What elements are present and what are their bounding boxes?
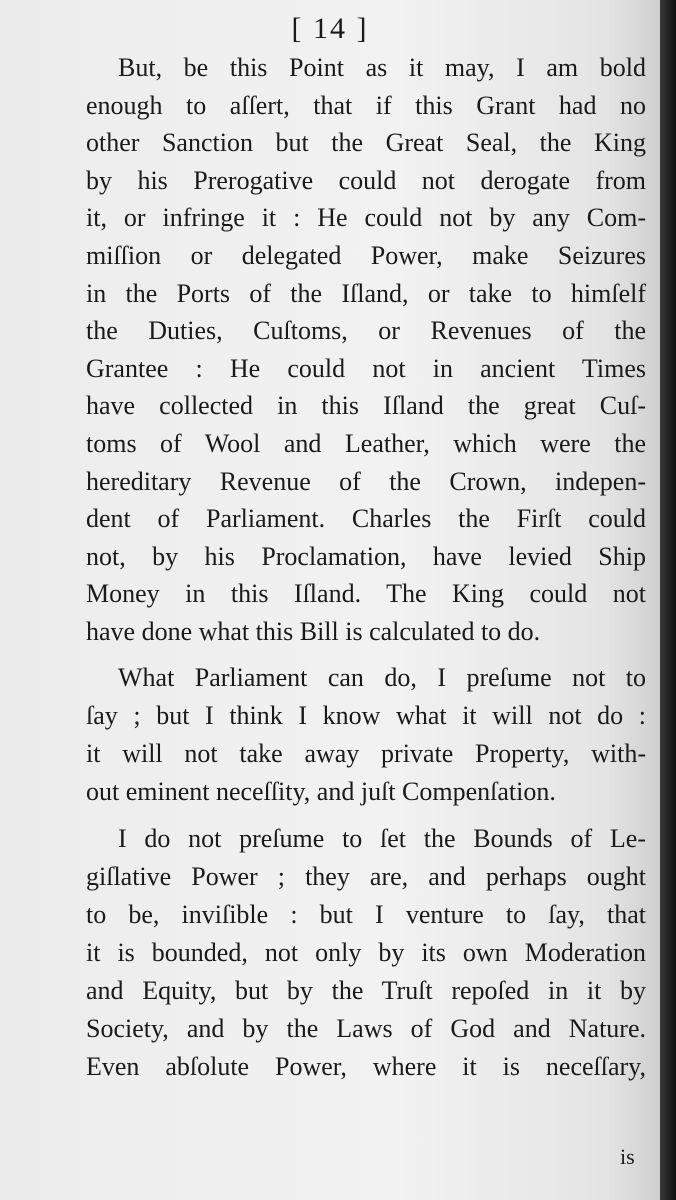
text-line: ſay ; but I think I know what it will not do : [86,701,646,730]
text-line: enough to aſſert, that if this Grant had no [86,91,646,120]
text-line: not, by his Proclamation, have levied Ship [86,542,646,571]
text-line: Society, and by the Laws of God and Nature. [86,1014,646,1043]
text-line: it will not take away private Property, with- [86,739,646,768]
text-line: Grantee : He could not in ancient Times [86,354,646,383]
text-line: by his Prerogative could not derogate from [86,166,646,195]
catchword: is [620,1144,635,1169]
text-line: miſſion or delegated Power, make Seizures [86,241,646,270]
text-line: But, be this Point as it may, I am bold [118,53,646,82]
text-line: toms of Wool and Leather, which were the [86,429,646,458]
text-line: it is bounded, not only by its own Moderation [86,938,646,967]
text-line: giſlative Power ; they are, and perhaps ought [86,862,646,891]
page-edge-shadow [660,0,676,1200]
text-line: to be, inviſible : but I venture to ſay, that [86,900,646,929]
text-line: Money in this Iſland. The King could not [86,579,646,608]
text-line: Even abſolute Power, where it is neceſſary, [86,1052,646,1081]
text-line: dent of Parliament. Charles the Firſt could [86,504,646,533]
text-line: other Sanction but the Great Seal, the King [86,128,646,157]
text-line: and Equity, but by the Truſt repoſed in it by [86,976,646,1005]
text-line: have done what this Bill is calculated to do. [86,617,541,646]
text-line: hereditary Revenue of the Crown, indepen- [86,467,646,496]
text-line: the Duties, Cuſtoms, or Revenues of the [86,316,646,345]
text-line: What Parliament can do, I preſume not to [118,663,646,692]
text-line: out eminent neceſſity, and juſt Compenſation. [86,777,556,806]
text-line: it, or infringe it : He could not by any Com- [86,203,646,232]
text-line: have collected in this Iſland the great Cuſ- [86,391,646,420]
page-number: [ 14 ] [291,12,369,45]
text-line: in the Ports of the Iſland, or take to himſelf [86,279,646,308]
text-line: I do not preſume to ſet the Bounds of Le- [118,824,646,853]
